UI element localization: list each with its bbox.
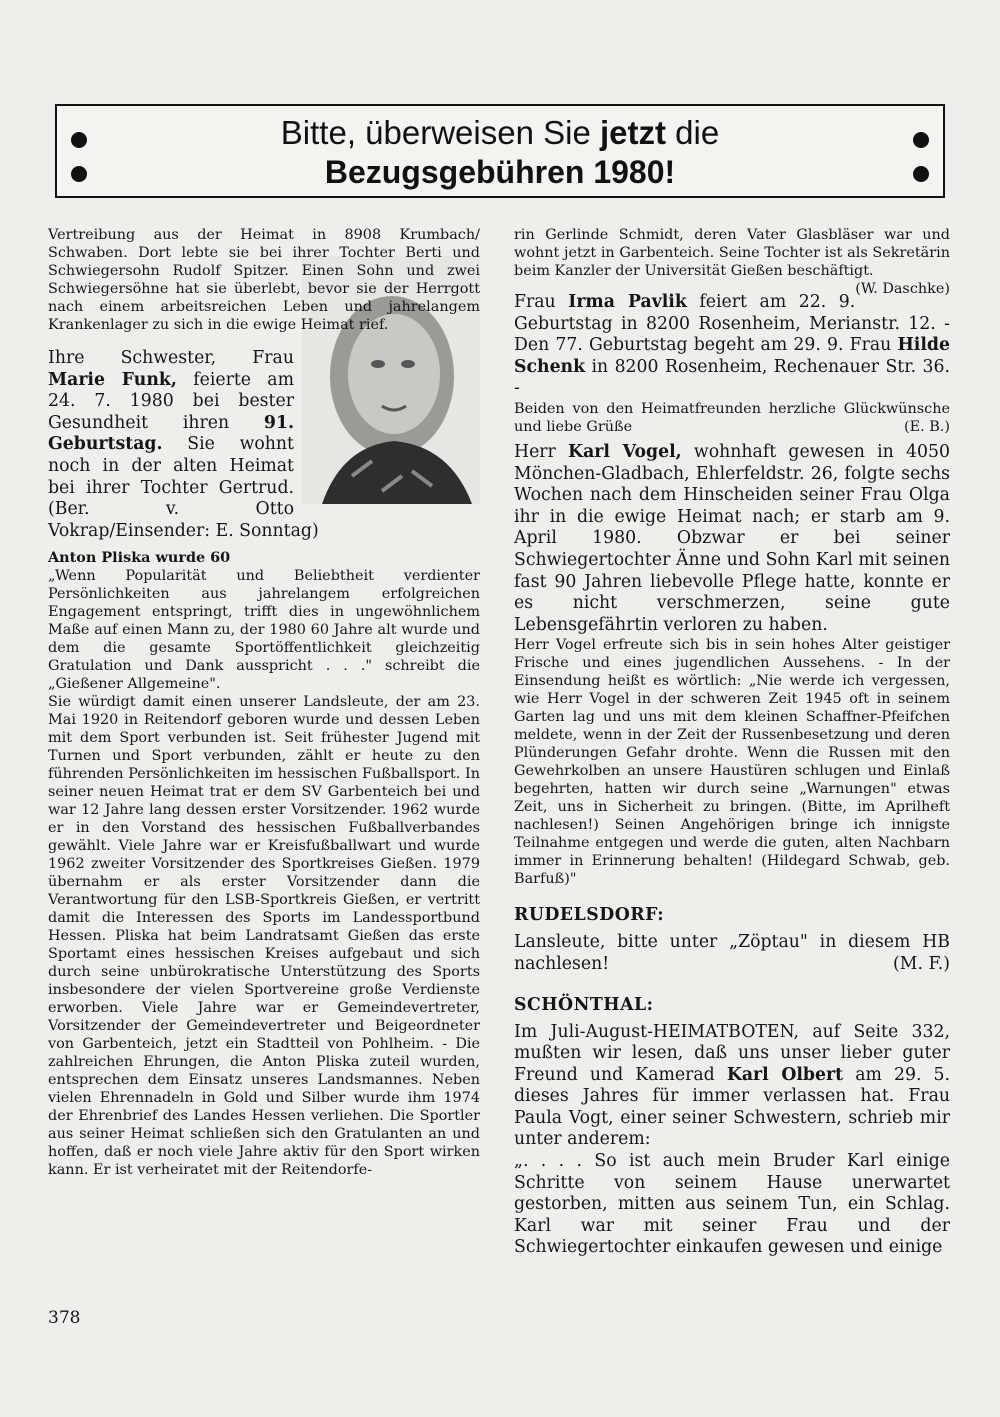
payment-reminder-banner bbox=[55, 104, 945, 198]
article-paragraph bbox=[514, 442, 950, 636]
birthday-emphasis: 91. Geburtstag. bbox=[48, 412, 294, 455]
text-run: Beiden von den Heimatfreunden herzliche Glückwünsche und liebe Grüße bbox=[514, 400, 950, 435]
article-paragraph: „. . . . So ist auch mein Bruder Karl einige Schritte von seinem Hause unerwartet gestorben, mitten aus seinem Tun, ein Schlag. Karl war mit seiner Frau und der Schwiegertochter einkaufen gewesen und einige bbox=[514, 1151, 950, 1258]
person-name: Karl Olbert bbox=[726, 1064, 844, 1085]
text-run: Frau bbox=[514, 292, 569, 312]
banner-text: die bbox=[665, 114, 720, 151]
text-run: Im Juli-August-HEIMATBOTEN, auf Seite 332, mußten wir lesen, daß uns unser lieber guter Freund und Kamerad bbox=[514, 1021, 950, 1085]
text-run: Ihre Schwester, Frau bbox=[48, 348, 294, 368]
article-paragraph bbox=[514, 932, 950, 975]
page-number: 378 bbox=[48, 1308, 81, 1328]
right-column bbox=[514, 226, 950, 1259]
article-paragraph bbox=[514, 400, 950, 436]
article-paragraph bbox=[514, 292, 950, 400]
author-signature: (W. Daschke) bbox=[855, 281, 950, 297]
article-paragraph: Vertreibung aus der Heimat in 8908 Krumbach/ Schwaben. Dort lebte sie bei ihrer Tochter Berti und Schwiegersohn Rudolf Spitzer. Einen Sohn und zwei Schwiegersöhne hat sie überlebt, bevor sie der Herrgott nach einem arbeitsreichen Leben und jahrelangem Krankenlager zu sich in die ewige Heimat rief. bbox=[48, 227, 480, 333]
author-signature: (E. B.) bbox=[903, 418, 950, 435]
spacer bbox=[514, 888, 950, 904]
spacer bbox=[514, 976, 950, 994]
text-run: feierte am 24. 7. 1980 bei bester Gesundheit ihren bbox=[48, 369, 294, 433]
author-signature: (M. F.) bbox=[893, 953, 950, 974]
article-paragraph bbox=[514, 226, 950, 297]
text-run: am 29. 5. dieses Jahres für immer verlassen hat. Frau Paula Vogt, einer seiner Schwestern, schrieb mir unter anderem: bbox=[514, 1064, 951, 1150]
text-run: Lansleute, bitte unter „Zöptau" in diesem HB nachlesen! bbox=[514, 932, 950, 974]
text-run: wohnhaft gewesen in 4050 Mönchen-Gladbach, Ehlerfeldstr. 26, folgte sechs Wochen nach dem Hinscheiden seiner Frau Olga ihr in die ewige Heimat nach; er starb am 9. April 1980. Obzwar er bei seiner Schwiegertochter Änne und Sohn Karl mit seinen fast 90 Jahren liebevolle Pflege hatte, konnte er es nicht verschmerzen, seine gute Lebensgefährtin verloren zu haben. bbox=[514, 441, 951, 635]
section-heading-rudelsdorf: RUDELSDORF: bbox=[514, 905, 665, 926]
banner-line-1 bbox=[57, 114, 943, 152]
text-run: in 8200 Rosenheim, Rechenauer Str. 36. - bbox=[514, 356, 950, 399]
section-heading-schoenthal: SCHÖNTHAL: bbox=[514, 994, 654, 1015]
person-name: Marie Funk, bbox=[48, 369, 177, 390]
article-heading: Anton Pliska wurde 60 bbox=[48, 549, 231, 567]
article-paragraph: Sie würdigt damit einen unserer Landsleute, der am 23. Mai 1920 in Reitendorf geboren wurde und dessen Leben mit dem Sport verbunden ist. Seit frühester Jugend mit Turnen und Sport verbunden, zählt er heute zu den führenden Persönlichkeiten im hessischen Fußballsport. In seiner neuen Heimat trat er dem SV Garbenteich bei und war 12 Jahre lang dessen erster Vorsitzender. 1962 wurde er in den Vorstand des hessischen Fußballverbandes gewählt. Viele Jahre war er Kreisfußballwart und wurde 1962 zweiter Vorsitzender des Sportkreises Gießen. 1979 übernahm er als erster Vorsitzender dann die Verantwortung für den LSB-Sportkreis Gießen, er vertritt damit die Interessen des Sports im Landessportbund Hessen. Pliska hat beim Landratsamt Gießen das erste Sportamt eines hessischen Kreises aufgebaut und sich durch seine unbürokratische Unterstützung des Sports insbesondere der vielen Sportvereine große Verdienste erworben. Viele Jahre war er Gemeindevertreter, Vorsitzender der Gemeindevertreter und Beigeordneter von Garbenteich, jetzt ein Stadtteil von Pohlheim. - Die zahlreichen Ehrungen, die Anton Pliska zuteil wurden, entsprechen dem Einsatz unseres Landsmannes. Neben vielen Ehrennadeln in Gold und Silber wurde ihm 1974 der Ehrenbrief des Landes Hessen verliehen. Die Sportler aus seiner Heimat schließen sich den Gratulanten an und hoffen, daß er noch viele Jahre aktiv für den Sport wirken kann. Er ist verheiratet mit der Reitendorfe- bbox=[48, 694, 480, 1179]
text-run: Sie wohnt noch in der alten Heimat bei ihrer Tochter Gertrud. (Ber. v. Otto Vokrap/Einsender: E. Sonntag) bbox=[48, 434, 319, 541]
banner-text: Bitte, überweisen Sie bbox=[280, 114, 600, 151]
banner-line-2: Bezugsgebühren 1980! bbox=[324, 154, 676, 190]
article-paragraph: Herr Vogel erfreute sich bis in sein hohes Alter geistiger Frische und eines jugendlichen Aussehens. - In der Einsendung heißt es wörtlich: „Nie werde ich vergessen, wie Herr Vogel in der schweren Zeit 1945 oft in seinem Garten lag und uns mit dem kleinen Schaffner-Pfeifchen meldete, wenn in der Zeit der Russenbesetzung und deren Plünderungen Gefahr drohte. Wenn die Russen mit den Gewehrkolben an unsere Haustüren schlugen und Einlaß begehrten, hatten wir durch seine „Warnungen" etwas Zeit, uns in Sicherheit zu bringen. (Bitte, im Aprilheft nachlesen!) Seinen Angehörigen bringe ich innigste Teilnahme entgegen und werde die guten, alten Nachbarn immer in Erinnerung behalten! (Hildegard Schwab, geb. Barfuß)" bbox=[514, 637, 950, 888]
person-name: Hilde Schenk bbox=[514, 335, 950, 377]
person-name: Karl Vogel, bbox=[568, 441, 682, 462]
left-column bbox=[48, 226, 480, 1179]
text-run: feiert am 22. 9. Geburtstag in 8200 Rosenheim, Merianstr. 12. - Den 77. Geburtstag begeht am 29. 9. Frau bbox=[514, 292, 950, 356]
person-name: Irma Pavlik bbox=[568, 292, 687, 312]
text-run: Herr bbox=[514, 441, 569, 462]
text-run: rin Gerlinde Schmidt, deren Vater Glasbläser war und wohnt jetzt in Garbenteich. Seine Tochter ist als Sekretärin beim Kanzler der Universität Gießen beschäftigt. bbox=[514, 227, 950, 279]
article-paragraph bbox=[514, 1022, 950, 1152]
banner-emphasis: jetzt bbox=[599, 114, 666, 151]
article-paragraph: „Wenn Popularität und Beliebtheit verdienter Persönlichkeiten aus jahrelangem erfolgreichen Engagement entspringt, trifft dies in ungewöhnlichem Maße auf einen Mann zu, der 1980 60 Jahre alt wurde und dem die gesamte Sportöffentlichkeit gleichzeitig Gratulation und Dank ausspricht . . ." schreibt die „Gießener Allgemeine". bbox=[48, 568, 480, 693]
